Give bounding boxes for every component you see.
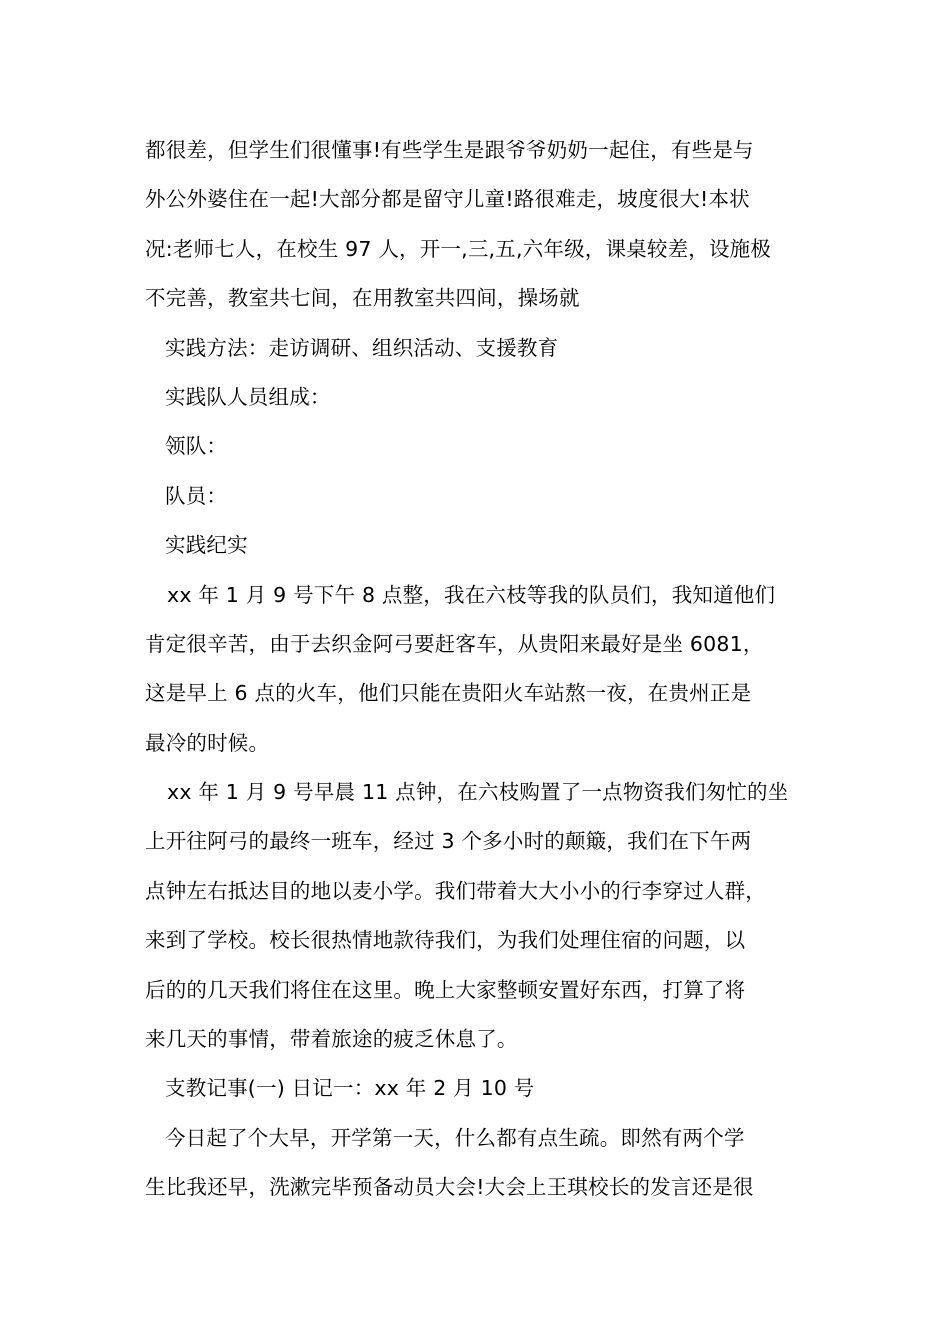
text-line: 这是早上 6 点的火车，他们只能在贵阳火车站熬一夜，在贵州正是 [145,681,752,706]
text-line: 领队： [165,434,228,459]
section-heading: 实践纪实 [165,533,248,558]
text-line: 不完善，教室共七间，在用教室共四间，操场就 [145,286,580,311]
text-line: 上开往阿弓的最终一班车，经过 3 个多小时的颠簸，我们在下午两 [145,829,752,854]
text-line: 肯定很辛苦，由于去织金阿弓要赶客车，从贵阳来最好是坐 6081， [145,631,764,656]
text-line: 后的的几天我们将住在这里。晚上大家整顿安置好东西，打算了将 [145,977,746,1002]
document-body [145,126,825,1213]
text-line: 实践方法：走访调研、组织活动、支援教育 [165,335,559,360]
diary-heading: 支教记事(一) 日记一：xx 年 2 月 10 号 [165,1076,535,1101]
text-line: xx 年 1 月 9 号下午 8 点整，我在六枝等我的队员们，我知道他们 [167,582,776,607]
text-line: 实践队人员组成： [165,384,331,409]
text-line: 况:老师七人，在校生 97 人，开一,三,五,六年级，课桌较差，设施极 [145,236,772,261]
text-line: 点钟左右抵达目的地以麦小学。我们带着大大小小的行李穿过人群， [145,878,766,903]
text-line: xx 年 1 月 9 号早晨 11 点钟，在六枝购置了一点物资我们匆忙的坐 [167,780,789,805]
text-line: 来到了学校。校长很热情地款待我们，为我们处理住宿的问题，以 [145,928,746,953]
text-line: 都很差，但学生们很懂事!有些学生是跟爷爷奶奶一起住，有些是与 [145,138,754,162]
text-line: 来几天的事情，带着旅途的疲乏休息了。 [145,1027,518,1052]
text-line: 最冷的时候。 [145,730,270,755]
text-line: 队员： [165,483,228,508]
text-line: 生比我还早，洗漱完毕预备动员大会!大会上王琪校长的发言还是很 [145,1175,754,1200]
text-line: 外公外婆住在一起!大部分都是留守儿童!路很难走，坡度很大!本状 [145,187,750,212]
text-line: 今日起了个大早，开学第一天，什么都有点生疏。即然有两个学 [165,1125,745,1150]
